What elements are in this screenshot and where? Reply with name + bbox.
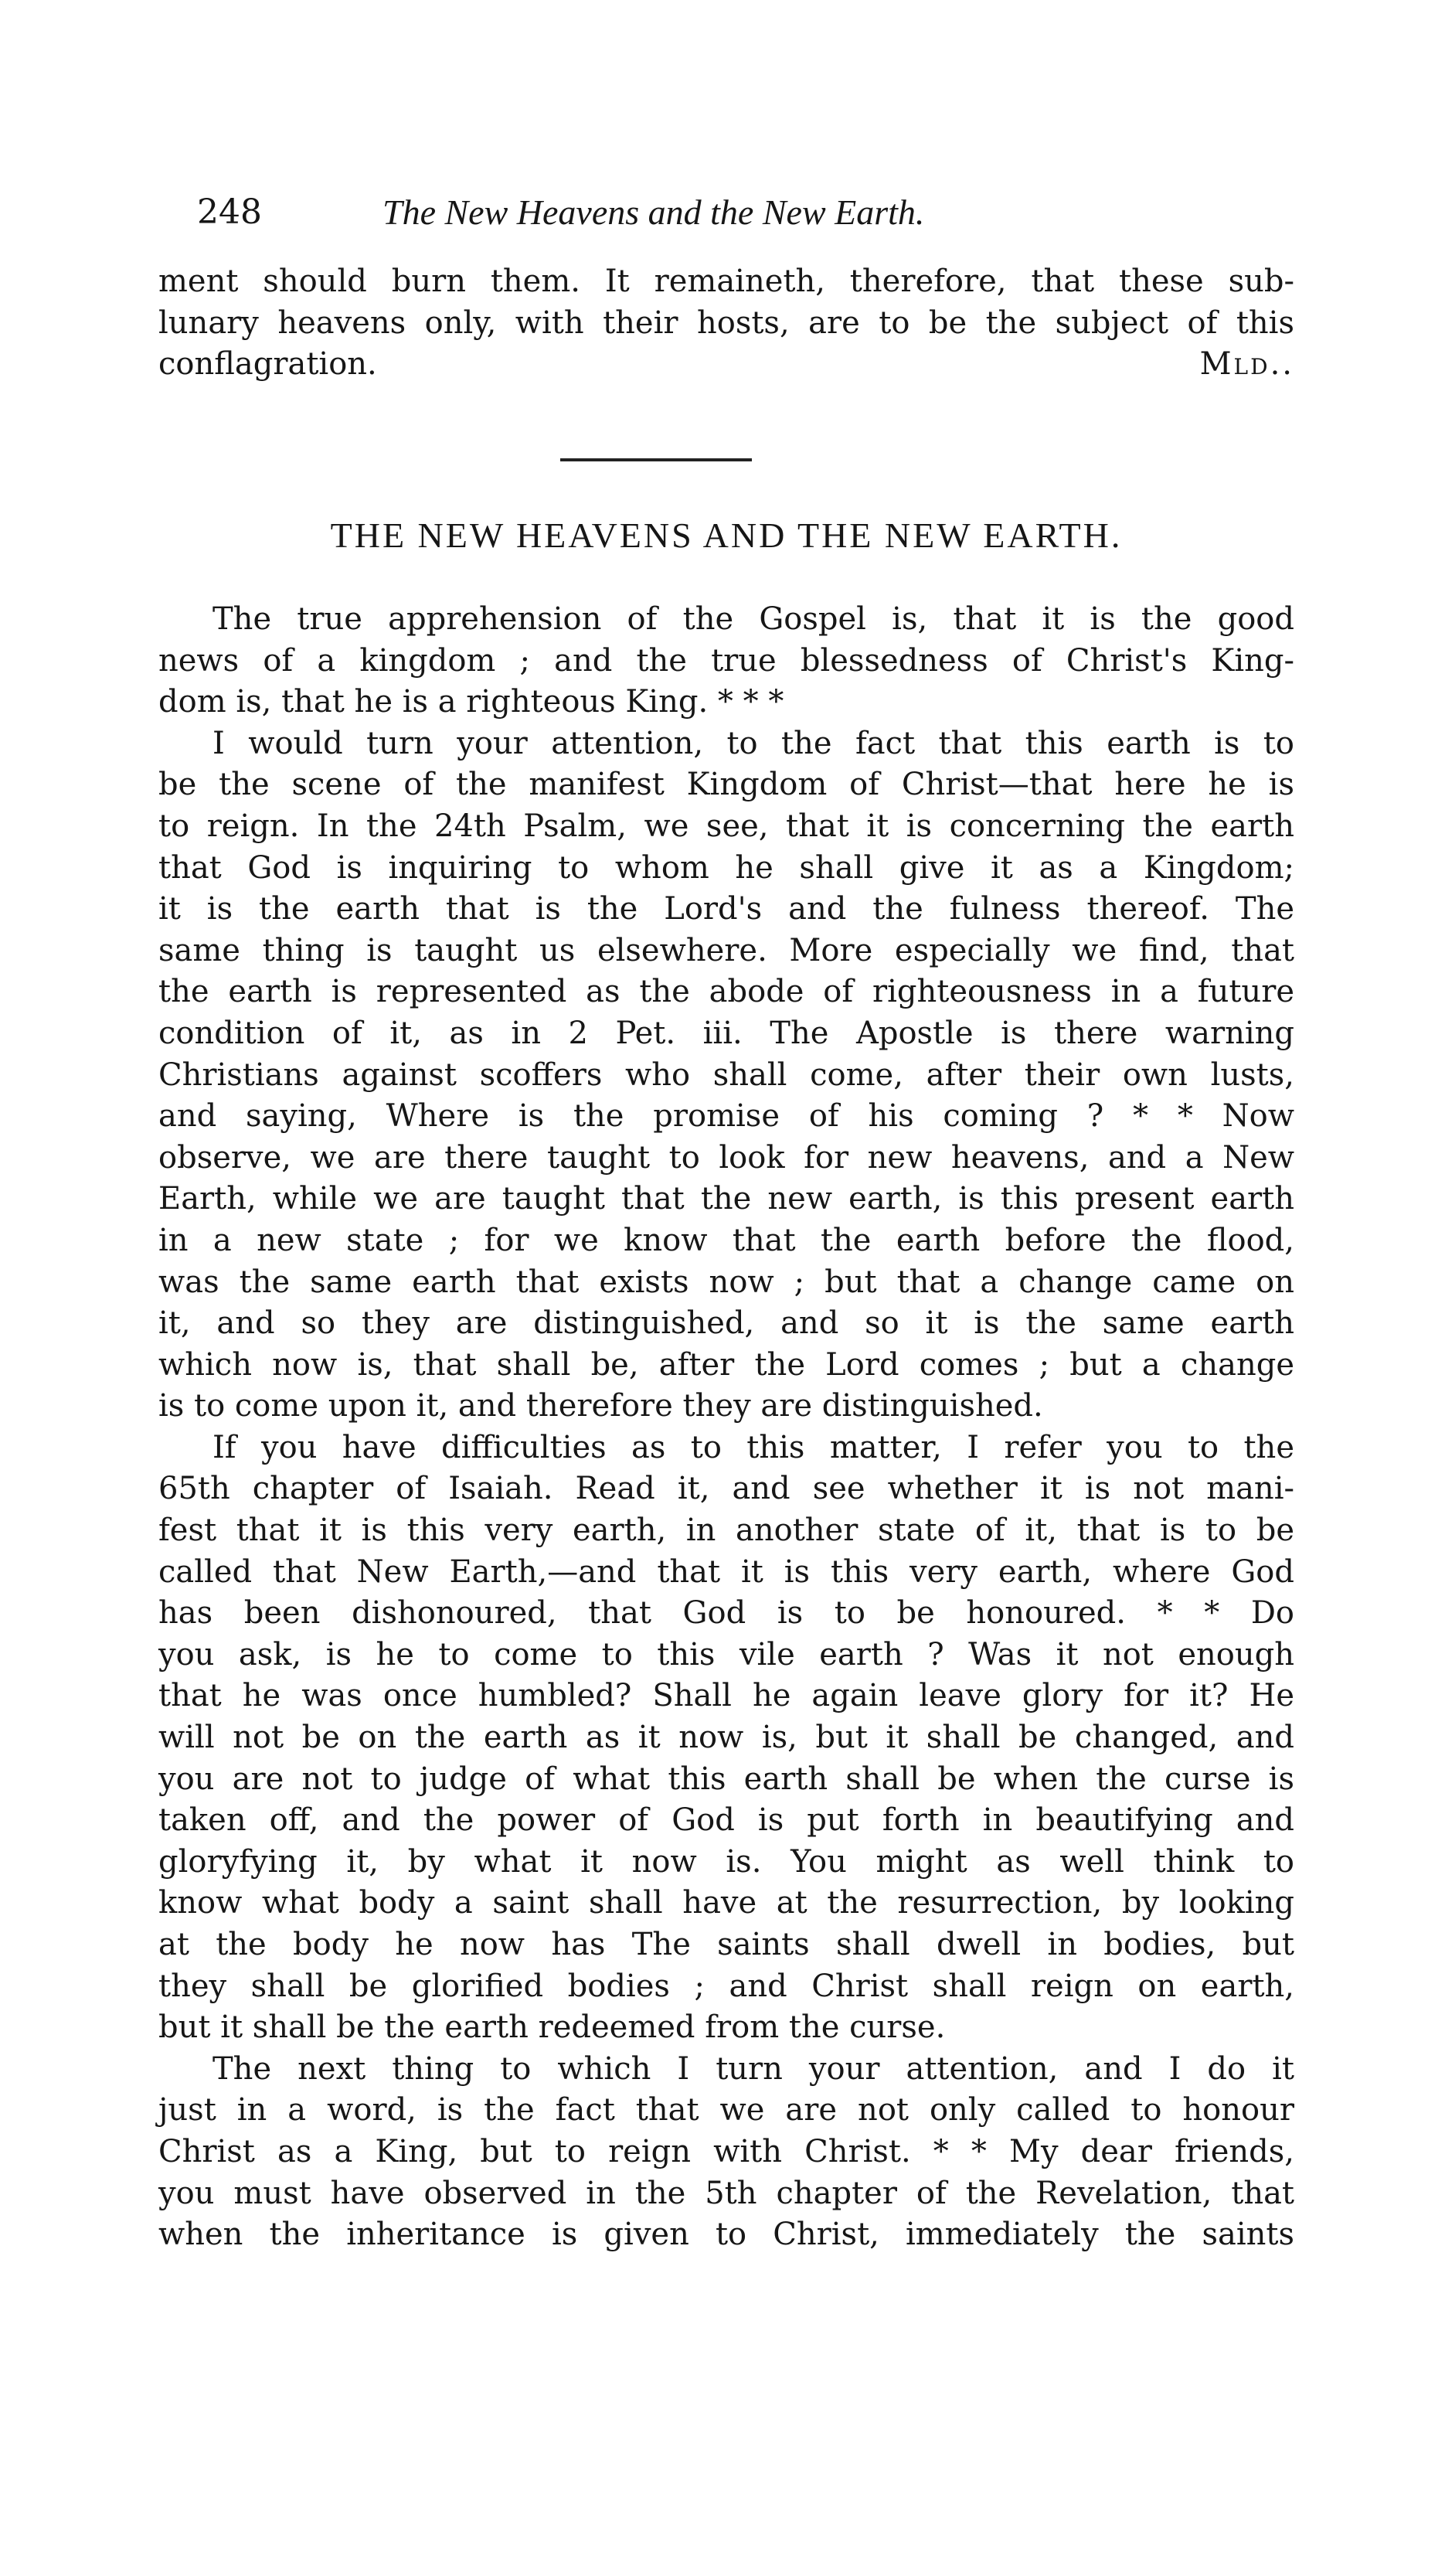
text-line: which now is, that shall be, after the Lord comes ; but a change	[158, 1346, 1294, 1383]
author-signature: Mld..	[1199, 346, 1294, 383]
text-line: was the same earth that exists now ; but that a change came on	[158, 1264, 1294, 1300]
text-line: ment should burn them. It remaineth, therefore, that these sub-	[158, 264, 1294, 299]
paragraph-first-line: I would turn your attention, to the fact that this earth is to	[212, 725, 1294, 761]
running-title: The New Heavens and the New Earth.	[382, 192, 925, 232]
article-title: THE NEW HEAVENS AND THE NEW EARTH.	[330, 516, 1123, 555]
text-line: know what body a saint shall have at the resurrection, by looking	[158, 1885, 1294, 1921]
text-line: and saying, Where is the promise of his coming ? * * Now	[158, 1098, 1294, 1135]
text-line: Earth, while we are taught that the new earth, is this present earth	[158, 1181, 1294, 1217]
article-body	[158, 599, 1294, 2256]
text-line: called that New Earth,—and that it is this very earth, where God	[158, 1553, 1294, 1590]
text-line: is to come upon it, and therefore they are distinguished.	[158, 1388, 1043, 1424]
running-head	[197, 185, 1279, 240]
page-number: 248	[197, 192, 262, 232]
section-divider	[560, 458, 752, 461]
text-line: be the scene of the manifest Kingdom of Christ—that here he is	[158, 767, 1294, 803]
text-line: observe, we are there taught to look for new heavens, and a New	[158, 1139, 1294, 1176]
text-line: taken off, and the power of God is put forth in beautifying and	[158, 1802, 1294, 1839]
text-line: dom is, that he is a righteous King. * * *	[158, 684, 784, 720]
paragraph-first-line: The next thing to which I turn your attention, and I do it	[212, 2050, 1294, 2087]
text-line: condition of it, as in 2 Pet. iii. The Apostle is there warning	[158, 1015, 1294, 1051]
text-line: it is the earth that is the Lord's and the fulness thereof. The	[158, 891, 1294, 927]
text-line: will not be on the earth as it now is, but it shall be changed, and	[158, 1720, 1294, 1756]
text-line: the earth is represented as the abode of righteousness in a future	[158, 974, 1294, 1010]
text-line: lunary heavens only, with their hosts, are to be the subject of this	[158, 305, 1294, 341]
text-line: when the inheritance is given to Christ, immediately the saints	[158, 2217, 1294, 2253]
text-line: conflagration.	[158, 346, 377, 383]
text-line: that God is inquiring to whom he shall give it as a Kingdom;	[158, 849, 1294, 886]
text-line: just in a word, is the fact that we are not only called to honour	[158, 2092, 1294, 2129]
text-line-with-signature	[158, 344, 1294, 386]
text-line: fest that it is this very earth, in another state of it, that is to be	[158, 1513, 1294, 1549]
text-line: Christians against scoffers who shall come, after their own lusts,	[158, 1057, 1294, 1093]
text-line: you must have observed in the 5th chapter of the Revelation, that	[158, 2175, 1294, 2211]
text-line: gloryfying it, by what it now is. You might as well think to	[158, 1843, 1294, 1880]
text-line: has been dishonoured, that God is to be honoured. * * Do	[158, 1595, 1294, 1632]
text-line: they shall be glorified bodies ; and Christ shall reign on earth,	[158, 1968, 1294, 2004]
text-line: Christ as a King, but to reign with Christ. * * My dear friends,	[158, 2133, 1294, 2169]
text-line: 65th chapter of Isaiah. Read it, and see whether it is not mani-	[158, 1471, 1294, 1507]
text-line: in a new state ; for we know that the earth before the flood,	[158, 1222, 1294, 1258]
text-line: you are not to judge of what this earth shall be when the curse is	[158, 1761, 1294, 1797]
text-line: that he was once humbled? Shall he again leave glory for it? He	[158, 1678, 1294, 1714]
previous-article-ending	[158, 261, 1294, 386]
text-line: but it shall be the earth redeemed from the curse.	[158, 2009, 946, 2046]
text-line: same thing is taught us elsewhere. More especially we find, that	[158, 932, 1294, 968]
paragraph-first-line: The true apprehension of the Gospel is, that it is the good	[212, 601, 1294, 637]
paragraph-first-line: If you have difficulties as to this matter, I refer you to the	[212, 1429, 1294, 1465]
text-line: you ask, is he to come to this vile earth ? Was it not enough	[158, 1636, 1294, 1673]
text-line: news of a kingdom ; and the true blessedness of Christ's King-	[158, 642, 1294, 679]
text-line: to reign. In the 24th Psalm, we see, that it is concerning the earth	[158, 808, 1294, 844]
text-line: it, and so they are distinguished, and so it is the same earth	[158, 1305, 1294, 1342]
text-line: at the body he now has The saints shall dwell in bodies, but	[158, 1927, 1294, 1962]
